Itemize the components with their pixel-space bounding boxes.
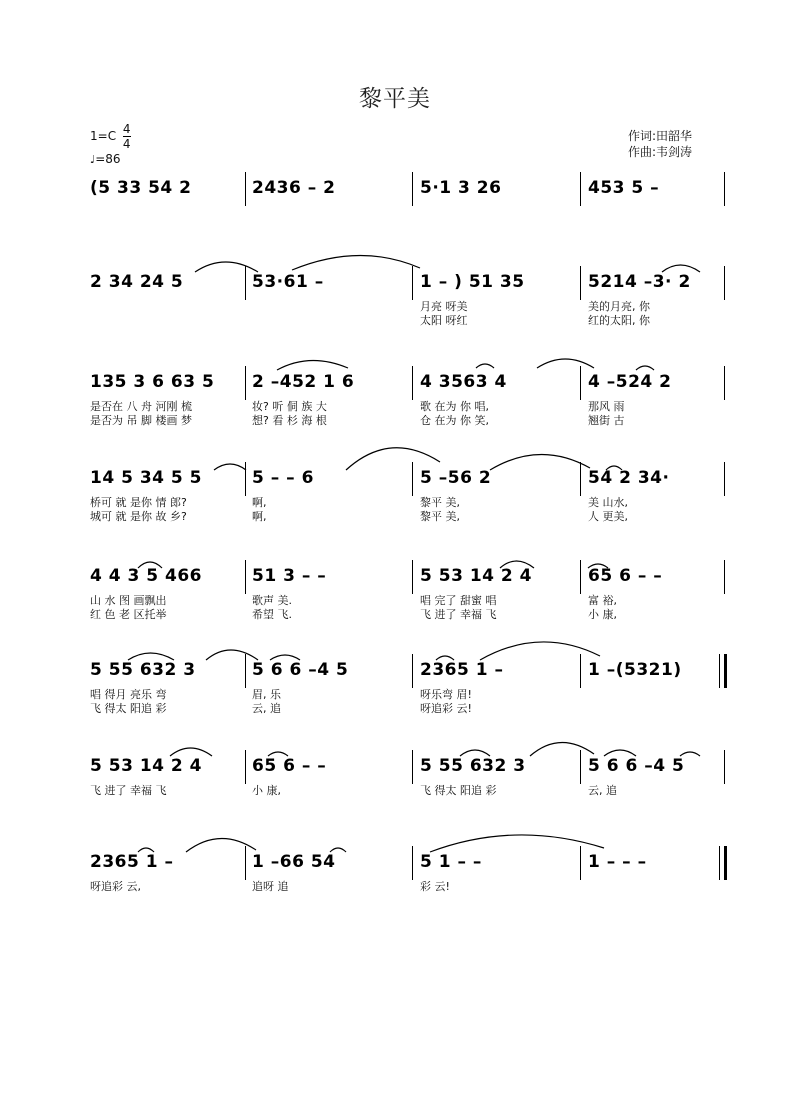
measure-notes: 2 34 24 5 xyxy=(90,272,184,292)
bar-line xyxy=(412,560,413,594)
measure-notes: 5 53 14 2 4 xyxy=(90,756,202,776)
lyric-verse-1: 小 康, xyxy=(252,784,281,797)
song-title: 黎平美 xyxy=(359,86,431,112)
final-bar-line xyxy=(724,654,727,688)
measure-notes: 5 53 14 2 4 xyxy=(420,566,532,586)
final-bar-thin-line xyxy=(719,654,720,688)
bar-line xyxy=(724,750,725,784)
score-system xyxy=(0,566,790,656)
measure-notes: 54 2 34· xyxy=(588,468,670,488)
lyric-verse-1: 追呀 追 xyxy=(252,880,289,893)
measure-notes: 5 1 – – xyxy=(420,852,482,872)
time-numerator: 4 xyxy=(122,122,131,136)
bar-line xyxy=(412,172,413,206)
key-signature: 1=C xyxy=(90,129,117,143)
measure-notes: 65 6 – – xyxy=(252,756,327,776)
bar-line xyxy=(245,846,246,880)
tempo-line xyxy=(90,151,131,168)
lyric-verse-2: 想? 看 杉 海 根 xyxy=(252,414,327,427)
bar-line xyxy=(724,266,725,300)
lyric-verse-1: 唱 完了 甜蜜 唱 xyxy=(420,594,497,607)
lyric-verse-2: 人 更美, xyxy=(588,510,628,523)
time-signature xyxy=(123,122,131,151)
measure-notes: 5 6 6 –4 5 xyxy=(588,756,685,776)
bar-line xyxy=(724,172,725,206)
measure-notes: 65 6 – – xyxy=(588,566,663,586)
lyric-verse-2: 城可 就 是你 故 乡? xyxy=(90,510,187,523)
lyric-verse-1: 云, 追 xyxy=(588,784,617,797)
final-bar-line xyxy=(724,846,727,880)
bar-line xyxy=(245,366,246,400)
slur xyxy=(476,364,494,368)
lyric-verse-2: 太阳 呀红 xyxy=(420,314,468,327)
bar-line xyxy=(412,266,413,300)
bar-line xyxy=(724,366,725,400)
lyric-verse-2: 希望 飞. xyxy=(252,608,292,621)
lyric-verse-1: 呀乐弯 眉! xyxy=(420,688,472,701)
tempo: =86 xyxy=(95,152,121,166)
lyric-verse-2: 黎平 美, xyxy=(420,510,460,523)
slur xyxy=(636,366,654,370)
score-header-right xyxy=(628,128,692,160)
measure-notes: 1 – – – xyxy=(588,852,647,872)
lyric-verse-2: 翘街 古 xyxy=(588,414,625,427)
bar-line xyxy=(580,750,581,784)
bar-line xyxy=(412,750,413,784)
measure-notes: 4 –524 2 xyxy=(588,372,672,392)
lyric-verse-1: 唱 得月 亮乐 弯 xyxy=(90,688,167,701)
bar-line xyxy=(245,462,246,496)
lyric-verse-1: 山 水 图 画飘出 xyxy=(90,594,167,607)
time-denominator: 4 xyxy=(122,137,131,151)
bar-line xyxy=(580,462,581,496)
quarter-note-icon: ♩ xyxy=(90,153,96,166)
lyric-verse-1: 黎平 美, xyxy=(420,496,460,509)
measure-notes: 1 –(5321) xyxy=(588,660,682,680)
measure-notes: 2436 – 2 xyxy=(252,178,336,198)
measure-notes: 453 5 – xyxy=(588,178,660,198)
final-bar-thin-line xyxy=(719,846,720,880)
measure-notes: 14 5 34 5 5 xyxy=(90,468,202,488)
lyric-verse-2: 啊, xyxy=(252,510,267,523)
bar-line xyxy=(245,560,246,594)
bar-line xyxy=(245,172,246,206)
lyric-verse-1: 飞 进了 幸福 飞 xyxy=(90,784,167,797)
score-system xyxy=(0,272,790,362)
measure-notes: 5 55 632 3 xyxy=(420,756,526,776)
measure-notes: 5 55 632 3 xyxy=(90,660,196,680)
measure-notes: 5214 –3· 2 xyxy=(588,272,691,292)
bar-line xyxy=(580,172,581,206)
lyric-verse-1: 那风 雨 xyxy=(588,400,625,413)
lyric-verse-1: 呀追彩 云, xyxy=(90,880,141,893)
lyricist: 作词:田韶华 xyxy=(628,129,693,143)
bar-line xyxy=(245,750,246,784)
measure-notes: 5 –56 2 xyxy=(420,468,492,488)
score-system xyxy=(0,372,790,462)
bar-line xyxy=(412,462,413,496)
bar-line xyxy=(245,266,246,300)
bar-line xyxy=(580,654,581,688)
lyric-verse-1: 眉, 乐 xyxy=(252,688,281,701)
lyric-verse-1: 歌声 美. xyxy=(252,594,292,607)
bar-line xyxy=(724,462,725,496)
measure-notes: 1 –66 54 xyxy=(252,852,336,872)
measure-notes: 2 –452 1 6 xyxy=(252,372,355,392)
lyric-verse-1: 飞 得太 阳追 彩 xyxy=(420,784,497,797)
bar-line xyxy=(724,560,725,594)
measure-notes: 1 – ) 51 35 xyxy=(420,272,525,292)
bar-line xyxy=(245,654,246,688)
bar-line xyxy=(580,366,581,400)
measure-notes: 5 6 6 –4 5 xyxy=(252,660,349,680)
measure-notes: 4 3563 4 xyxy=(420,372,507,392)
score-system xyxy=(0,178,790,268)
score-system xyxy=(0,756,790,846)
measure-notes: 2365 1 – xyxy=(420,660,504,680)
lyric-verse-1: 桥可 就 是你 情 郎? xyxy=(90,496,187,509)
score-system xyxy=(0,660,790,750)
measure-notes: 135 3 6 63 5 xyxy=(90,372,215,392)
bar-line xyxy=(412,846,413,880)
lyric-verse-2: 红 色 老 区托举 xyxy=(90,608,167,621)
lyric-verse-2: 小 康, xyxy=(588,608,617,621)
score-system xyxy=(0,468,790,558)
lyric-verse-2: 是否为 吊 脚 楼画 梦 xyxy=(90,414,192,427)
lyric-verse-1: 是否在 八 舟 河刚 梳 xyxy=(90,400,192,413)
lyric-verse-1: 月亮 呀美 xyxy=(420,300,468,313)
measure-notes: 4 4 3 5 466 xyxy=(90,566,202,586)
score-system xyxy=(0,852,790,942)
measure-notes: 51 3 – – xyxy=(252,566,327,586)
lyric-verse-1: 美 山水, xyxy=(588,496,628,509)
bar-line xyxy=(412,366,413,400)
measure-notes: 5 – – 6 xyxy=(252,468,314,488)
lyric-verse-1: 美的月亮, 你 xyxy=(588,300,650,313)
lyric-verse-1: 富 裕, xyxy=(588,594,617,607)
lyric-verse-1: 彩 云! xyxy=(420,880,450,893)
lyric-verse-1: 歌 在为 你 唱, xyxy=(420,400,489,413)
measure-notes: 5·1 3 26 xyxy=(420,178,502,198)
bar-line xyxy=(580,846,581,880)
measure-notes: 2365 1 – xyxy=(90,852,174,872)
lyric-verse-2: 红的太阳, 你 xyxy=(588,314,650,327)
bar-line xyxy=(412,654,413,688)
measure-notes: 53·61 – xyxy=(252,272,324,292)
lyric-verse-2: 仓 在为 你 笑, xyxy=(420,414,489,427)
key-line xyxy=(90,122,131,151)
lyric-verse-1: 啊, xyxy=(252,496,267,509)
composer: 作曲:韦剑涛 xyxy=(628,145,693,159)
lyric-verse-2: 呀追彩 云! xyxy=(420,702,472,715)
lyric-verse-1: 妆? 听 侗 族 大 xyxy=(252,400,327,413)
lyric-verse-2: 云, 追 xyxy=(252,702,281,715)
bar-line xyxy=(580,266,581,300)
lyric-verse-2: 飞 得太 阳追 彩 xyxy=(90,702,167,715)
measure-notes: (5 33 54 2 xyxy=(90,178,192,198)
bar-line xyxy=(580,560,581,594)
lyric-verse-2: 飞 进了 幸福 飞 xyxy=(420,608,497,621)
score-header-left xyxy=(90,122,131,168)
